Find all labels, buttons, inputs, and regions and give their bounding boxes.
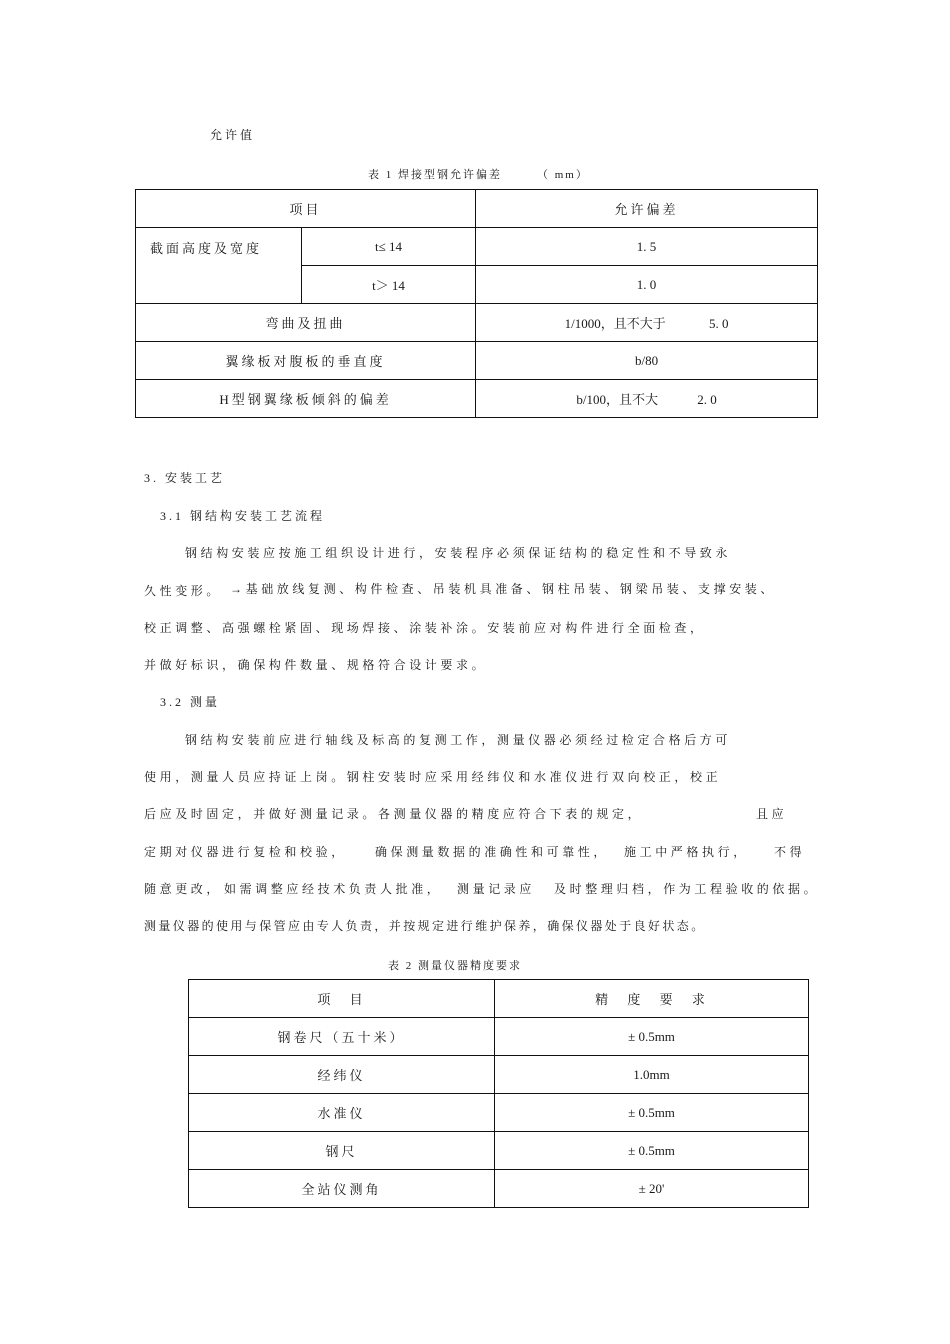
top-fragment-text: 允许值 bbox=[210, 128, 256, 142]
s31-line: 钢结构安装应按施工组织设计进行，安装程序必须保证结构的稳定性和不导致永 bbox=[185, 546, 732, 560]
s32-line: 不得 bbox=[774, 845, 806, 859]
s31-line: 久性变形。 bbox=[144, 584, 223, 598]
s32-line: 如需调整应经技术负责人批准， bbox=[224, 882, 443, 896]
table1-item-cell: 弯曲及扭曲 bbox=[136, 304, 476, 342]
table1-sub-cell: t≤ 14 bbox=[302, 228, 476, 266]
table2-value-cell: ± 0.5mm bbox=[495, 1094, 809, 1132]
table1-header-value: 允许偏差 bbox=[476, 190, 818, 228]
s32-line: 及时整理归档，作为工程验收的依据。 bbox=[554, 882, 820, 896]
table1-item-cell: 翼缘板对腹板的垂直度 bbox=[136, 342, 476, 380]
table1-value-cell bbox=[476, 380, 818, 418]
s32-line: 钢结构安装前应进行轴线及标高的复测工作，测量仪器必须经过检定合格后方可 bbox=[185, 733, 732, 747]
table1-sub-cell: t＞ 14 bbox=[302, 266, 476, 304]
s31-line: 校正调整、高强螺栓紧固、现场焊接、涂装补涂。安装前应对构件进行全面检查， bbox=[144, 621, 706, 635]
s32-line: 测量仪器的使用与保管应由专人负责，并按规定进行维护保养，确保仪器处于良好状态。 bbox=[144, 919, 706, 933]
table2-item-cell: 钢卷尺（五十米） bbox=[189, 1018, 495, 1056]
s32-line: 施工中严格执行， bbox=[624, 845, 749, 859]
table2-item-cell: 全站仪测角 bbox=[189, 1170, 495, 1208]
table1-value-a: 1/1000，且不大于 bbox=[564, 316, 666, 331]
table1-caption: 表 1 焊接型钢允许偏差 bbox=[368, 169, 502, 181]
table2 bbox=[188, 979, 809, 1208]
section3-title: 3. 安装工艺 bbox=[144, 471, 226, 485]
s32-line: 确保测量数据的准确性和可靠性， bbox=[375, 845, 610, 859]
table-row bbox=[136, 304, 818, 342]
s32-line: 后应及时固定，并做好测量记录。各测量仪器的精度应符合下表的规定， bbox=[144, 807, 644, 821]
table1-value-b: 2. 0 bbox=[697, 392, 717, 407]
s32-line: 且应 bbox=[756, 807, 788, 821]
s32-line: 测量记录应 bbox=[457, 882, 536, 896]
s32-line: 使用，测量人员应持证上岗。钢柱安装时应采用经纬仪和水准仪进行双向校正，校正 bbox=[144, 770, 722, 784]
table2-header-row bbox=[189, 980, 809, 1018]
section32-title: 3.2 测量 bbox=[160, 695, 221, 709]
table2-value-cell: ± 0.5mm bbox=[495, 1132, 809, 1170]
table1-value-cell: b/80 bbox=[476, 342, 818, 380]
table2-value-cell: ± 20' bbox=[495, 1170, 809, 1208]
table-row bbox=[189, 1170, 809, 1208]
table2-value-cell: ± 0.5mm bbox=[495, 1018, 809, 1056]
table1-caption-unit: （ mm） bbox=[537, 169, 589, 181]
table1-header-item: 项目 bbox=[136, 190, 476, 228]
table1-value-b: 5. 0 bbox=[708, 316, 729, 331]
table1-value-cell: 1. 5 bbox=[476, 228, 818, 266]
table-row bbox=[136, 380, 818, 418]
table1-group-label: 截面高度及宽度 bbox=[136, 228, 302, 304]
table1-value-cell bbox=[476, 304, 818, 342]
s31-line: →基础放线复测、构件检查、吊装机具准备、钢柱吊装、钢梁吊装、支撑安装、 bbox=[230, 582, 777, 596]
table2-item-cell: 水准仪 bbox=[189, 1094, 495, 1132]
table1-header-row bbox=[136, 190, 818, 228]
table2-header-value: 精 度 要 求 bbox=[495, 980, 809, 1018]
table2-item-cell: 经纬仪 bbox=[189, 1056, 495, 1094]
table-row bbox=[189, 1056, 809, 1094]
s32-line: 随意更改， bbox=[144, 882, 223, 896]
section31-title: 3.1 钢结构安装工艺流程 bbox=[160, 509, 326, 523]
table-row bbox=[136, 228, 818, 266]
table-row bbox=[189, 1132, 809, 1170]
table-row bbox=[136, 342, 818, 380]
s32-line: 定期对仪器进行复检和校验， bbox=[144, 845, 347, 859]
table2-caption: 表 2 测量仪器精度要求 bbox=[388, 960, 522, 972]
table1-value-cell: 1. 0 bbox=[476, 266, 818, 304]
table1-item-cell: H型钢翼缘板倾斜的偏差 bbox=[136, 380, 476, 418]
table-row bbox=[189, 1094, 809, 1132]
table1 bbox=[135, 189, 818, 418]
table2-header-item: 项 目 bbox=[189, 980, 495, 1018]
table-row bbox=[189, 1018, 809, 1056]
table1-value-a: b/100，且不大 bbox=[576, 392, 658, 407]
s31-line: 并做好标识，确保构件数量、规格符合设计要求。 bbox=[144, 658, 488, 672]
table2-value-cell: 1.0mm bbox=[495, 1056, 809, 1094]
table2-item-cell: 钢尺 bbox=[189, 1132, 495, 1170]
